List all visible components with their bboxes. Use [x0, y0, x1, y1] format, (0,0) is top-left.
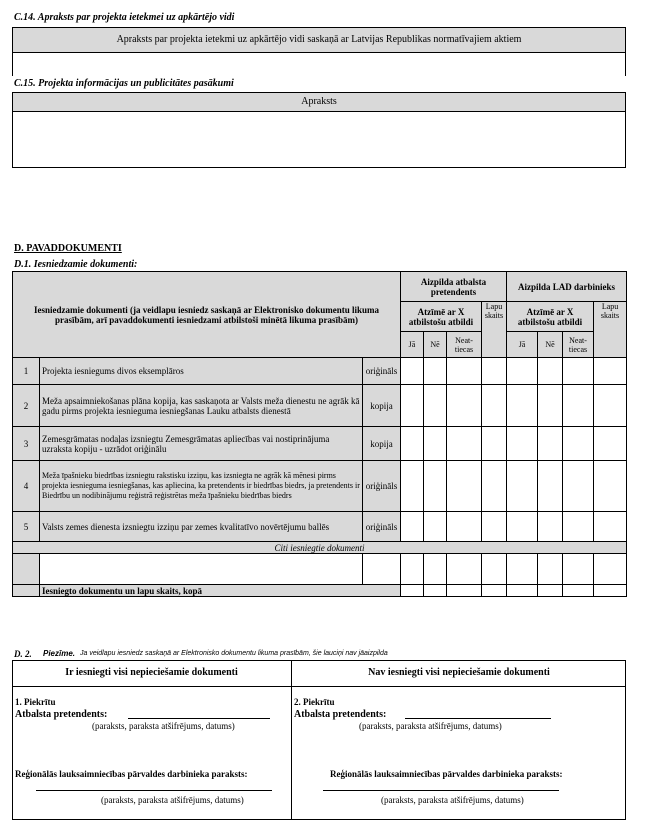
cell-input[interactable] [507, 427, 538, 461]
cell-input[interactable] [594, 585, 627, 597]
cell-input[interactable] [424, 461, 447, 512]
row-type: oriģināls [363, 358, 401, 385]
row-number: 5 [13, 512, 40, 542]
c14-title: C.14. Apraksts par projekta ietekmei uz apkārtējo vidi [14, 12, 235, 23]
row-number: 3 [13, 427, 40, 461]
row-type: oriģināls [363, 461, 401, 512]
cell-input[interactable] [482, 385, 507, 427]
cell-input[interactable] [538, 358, 563, 385]
cell-input[interactable] [507, 585, 538, 597]
total-number-cell [13, 585, 40, 597]
cell-input[interactable] [401, 358, 424, 385]
cell-input[interactable] [538, 461, 563, 512]
row-text: Zemesgrāmatas nodaļas izsniegtu Zemesgrāmatas apliecības vai nostiprinājuma uzraksta kopiju - uzrādot oriģinālu [40, 427, 363, 461]
cell-input[interactable] [482, 358, 507, 385]
cell-input[interactable] [594, 385, 627, 427]
cell-input[interactable] [482, 554, 507, 585]
d2-header-line [12, 686, 626, 687]
cell-input[interactable] [594, 512, 627, 542]
row-text: Valsts zemes dienesta izsniegtu izziņu par zemes kvalitatīvo novērtējumu ballēs [40, 512, 363, 542]
cell-input[interactable] [447, 461, 482, 512]
cell-input[interactable] [424, 554, 447, 585]
table-row [13, 385, 627, 427]
right-consent: 2. Piekrītu [294, 697, 335, 707]
cell-input[interactable] [563, 461, 594, 512]
left-applicant-label: Atbalsta pretendents: [15, 709, 108, 720]
table-row [13, 554, 627, 585]
left-regional-signature-line[interactable] [36, 790, 272, 791]
cell-input[interactable] [424, 385, 447, 427]
left-applicant-signature-line[interactable] [128, 718, 270, 719]
cell-input[interactable] [447, 512, 482, 542]
cell-input[interactable] [447, 358, 482, 385]
right-regional-signature-line[interactable] [323, 790, 559, 791]
row-text: Projekta iesniegums divos eksemplāros [40, 358, 363, 385]
right-applicant-label: Atbalsta pretendents: [294, 709, 387, 720]
right-applicant-signature-line[interactable] [405, 718, 551, 719]
cell-input[interactable] [401, 427, 424, 461]
c14-header: Apraksts par projekta ietekmi uz apkārtējo vidi saskaņā ar Latvijas Republikas normatīvajiem aktiem [12, 27, 626, 53]
row-number: 4 [13, 461, 40, 512]
yes-lad: Jā [507, 332, 538, 358]
other-docs-header: Citi iesniegtie dokumenti [13, 542, 627, 554]
cell-input[interactable] [424, 427, 447, 461]
pages-lad: Lapu skaits [594, 302, 627, 358]
cell-input[interactable] [563, 585, 594, 597]
pages-applicant: Lapu skaits [482, 302, 507, 358]
d2-label: D. 2. [14, 649, 32, 659]
right-signature-hint: (paraksts, paraksta atšifrējums, datums) [359, 721, 502, 731]
cell-input[interactable] [401, 512, 424, 542]
cell-input[interactable] [538, 585, 563, 597]
cell-input[interactable] [594, 427, 627, 461]
row-number: 1 [13, 358, 40, 385]
cell-input[interactable] [538, 385, 563, 427]
cell-input[interactable] [447, 585, 482, 597]
cell-input[interactable] [507, 512, 538, 542]
cell-input[interactable] [507, 554, 538, 585]
c15-text-area[interactable] [12, 111, 626, 168]
cell-input[interactable] [424, 512, 447, 542]
na-applicant: Neat-tiecas [447, 332, 482, 358]
cell-input[interactable] [563, 512, 594, 542]
right-header: Nav iesniegti visi nepieciešamie dokumenti [368, 667, 550, 678]
table-row [13, 427, 627, 461]
d2-divider [291, 660, 292, 820]
c14-text-area[interactable] [12, 52, 626, 76]
d2-note-label: Piezīme. [43, 649, 76, 658]
other-doc-input[interactable] [40, 554, 363, 585]
mark-x-applicant: Atzīmē ar X atbilstošu atbildi [401, 302, 482, 332]
left-regional-label: Reģionālās lauksaimniecības pārvaldes darbinieka paraksts: [15, 769, 248, 779]
cell-input[interactable] [507, 358, 538, 385]
left-signature-hint-2: (paraksts, paraksta atšifrējums, datums) [101, 795, 244, 805]
cell-input[interactable] [401, 585, 424, 597]
cell-input[interactable] [447, 427, 482, 461]
main-header: Iesniedzamie dokumenti (ja veidlapu iesniedz saskaņā ar Elektronisko dokumentu likuma prasībām, arī pavaddokumenti iesniedzami atbilstoši minētā likuma prasībām) [13, 272, 401, 358]
cell-input[interactable] [482, 512, 507, 542]
right-signature-hint-2: (paraksts, paraksta atšifrējums, datums) [381, 795, 524, 805]
row-text: Meža apsaimniekošanas plāna kopija, kas saskaņota ar Valsts meža dienestu ne agrāk kā gadu pirms projekta iesnieguma iesniegšanas Lauku atbalsts dienestā [40, 385, 363, 427]
d2-note: Ja veidlapu iesniedz saskaņā ar Elektronisko dokumentu likuma prasībām, šie lauciņi nav jāaizpilda [80, 650, 388, 657]
table-row [13, 512, 627, 542]
row-type: kopija [363, 385, 401, 427]
cell-input[interactable] [424, 585, 447, 597]
total-label: Iesniegto dokumentu un lapu skaits, kopā [40, 585, 401, 597]
cell-input[interactable] [594, 461, 627, 512]
group-lad: Aizpilda LAD darbinieks [507, 272, 627, 302]
na-lad: Neat-tiecas [563, 332, 594, 358]
cell-input[interactable] [563, 385, 594, 427]
cell-input[interactable] [507, 461, 538, 512]
cell-input[interactable] [507, 385, 538, 427]
table-row [13, 461, 627, 512]
cell-input[interactable] [538, 554, 563, 585]
c15-header: Apraksts [12, 92, 626, 112]
cell-input[interactable] [563, 554, 594, 585]
no-applicant: Nē [424, 332, 447, 358]
cell-input[interactable] [447, 385, 482, 427]
cell-input[interactable] [482, 427, 507, 461]
left-signature-hint: (paraksts, paraksta atšifrējums, datums) [92, 721, 235, 731]
group-applicant: Aizpilda atbalsta pretendents [401, 272, 507, 302]
row-number: 2 [13, 385, 40, 427]
cell-input[interactable] [447, 554, 482, 585]
left-header: Ir iesniegti visi nepieciešamie dokumenti [65, 667, 238, 678]
table-row [13, 358, 627, 385]
row-text: Meža īpašnieku biedrības izsniegtu rakstisku izziņu, kas izsniegta ne agrāk kā mēnesi pirms projekta iesnieguma iesniegšanas, kas apliecina, ka pretendents ir biedrības biedrs, ja pretendents ir Biedrību un nodibinājumu reģistrā reģistrētas meža īpašnieku biedrības biedrs [40, 461, 363, 512]
cell-input[interactable] [401, 554, 424, 585]
right-regional-label: Reģionālās lauksaimniecības pārvaldes darbinieka paraksts: [330, 769, 563, 779]
row-type: kopija [363, 427, 401, 461]
c15-title: C.15. Projekta informācijas un publicitātes pasākumi [14, 78, 234, 89]
cell-input[interactable] [363, 554, 401, 585]
cell-input[interactable] [424, 358, 447, 385]
cell-input[interactable] [594, 358, 627, 385]
cell-input[interactable] [538, 427, 563, 461]
d-title: D. PAVADDOKUMENTI [14, 243, 122, 254]
no-lad: Nē [538, 332, 563, 358]
cell-input[interactable] [482, 585, 507, 597]
cell-input[interactable] [401, 385, 424, 427]
cell-input[interactable] [401, 461, 424, 512]
cell-input[interactable] [563, 358, 594, 385]
cell-input[interactable] [563, 427, 594, 461]
left-consent: 1. Piekrītu [15, 697, 56, 707]
other-number-cell [13, 554, 40, 585]
row-type: oriģināls [363, 512, 401, 542]
cell-input[interactable] [538, 512, 563, 542]
cell-input[interactable] [482, 461, 507, 512]
d1-title: D.1. Iesniedzamie dokumenti: [14, 259, 138, 270]
yes-applicant: Jā [401, 332, 424, 358]
cell-input[interactable] [594, 554, 627, 585]
documents-table [12, 271, 627, 597]
mark-x-lad: Atzīmē ar X atbilstošu atbildi [507, 302, 594, 332]
